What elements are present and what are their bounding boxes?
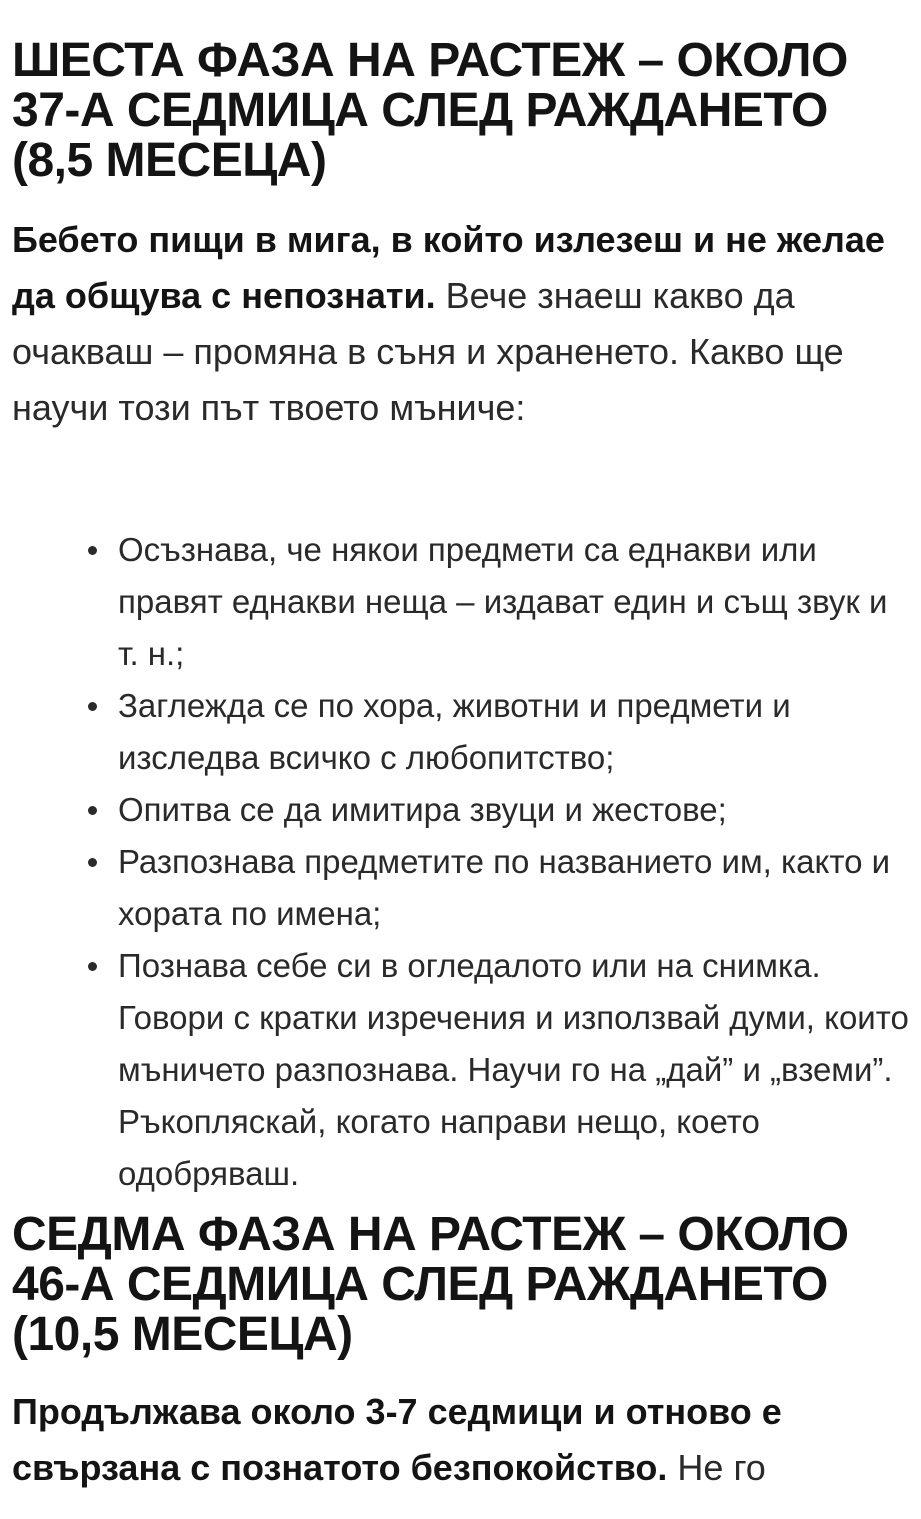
bullet-dot-icon — [88, 806, 97, 815]
list-item-text: Заглежда се по хора, животни и предмети и изследва всичко с любопитство; — [118, 687, 791, 776]
list-item-text: Познава себе си в огледалото или на снимка. Говори с кратки изречения и използвай думи, които мъничето разпознава. Научи го на „дай” и „вземи”. Ръкопляскай, когато направи нещо, което одобряваш. — [118, 947, 909, 1192]
milestones-list-phase-6 — [12, 524, 912, 1200]
list-item-text: Опитва се да имитира звуци и жестове; — [118, 791, 727, 828]
list-item — [12, 940, 912, 1200]
section-heading-phase-7: СЕДМА ФАЗА НА РАСТЕЖ – ОКОЛО 46-А СЕДМИЦА СЛЕД РАЖДАНЕТО (10,5 МЕСЕЦА) — [12, 1208, 849, 1361]
bullet-dot-icon — [88, 858, 97, 867]
list-item — [12, 680, 912, 784]
intro-bold-phase-7: Продължава около 3-7 седмици и отново е свързана с познатото безпокойство. — [12, 1391, 782, 1488]
bullet-dot-icon — [88, 546, 97, 555]
intro-paragraph-phase-7 — [12, 1384, 892, 1496]
list-item-text: Разпознава предметите по названието им, както и хората по имена; — [118, 843, 891, 932]
intro-bold-phase-6: Бебето пищи в мига, в който излезеш и не желае да общува с непознати. — [12, 219, 885, 316]
section-heading-phase-6: ШЕСТА ФАЗА НА РАСТЕЖ – ОКОЛО 37-А СЕДМИЦА СЛЕД РАЖДАНЕТО (8,5 МЕСЕЦА) — [12, 34, 848, 187]
intro-text-phase-7: Не го — [667, 1447, 766, 1488]
list-item — [12, 524, 912, 680]
list-item — [12, 836, 912, 940]
bullet-dot-icon — [88, 702, 97, 711]
intro-paragraph-phase-6 — [12, 212, 892, 436]
list-item — [12, 784, 912, 836]
list-item-text: Осъзнава, че някои предмети са еднакви или правят еднакви неща – издават един и същ звук и т. н.; — [118, 531, 888, 672]
intro-text-phase-6: Вече знаеш какво да очакваш – промяна в съня и храненето. Какво ще научи този път твоето мъниче: — [12, 275, 844, 428]
bullet-dot-icon — [88, 962, 97, 971]
